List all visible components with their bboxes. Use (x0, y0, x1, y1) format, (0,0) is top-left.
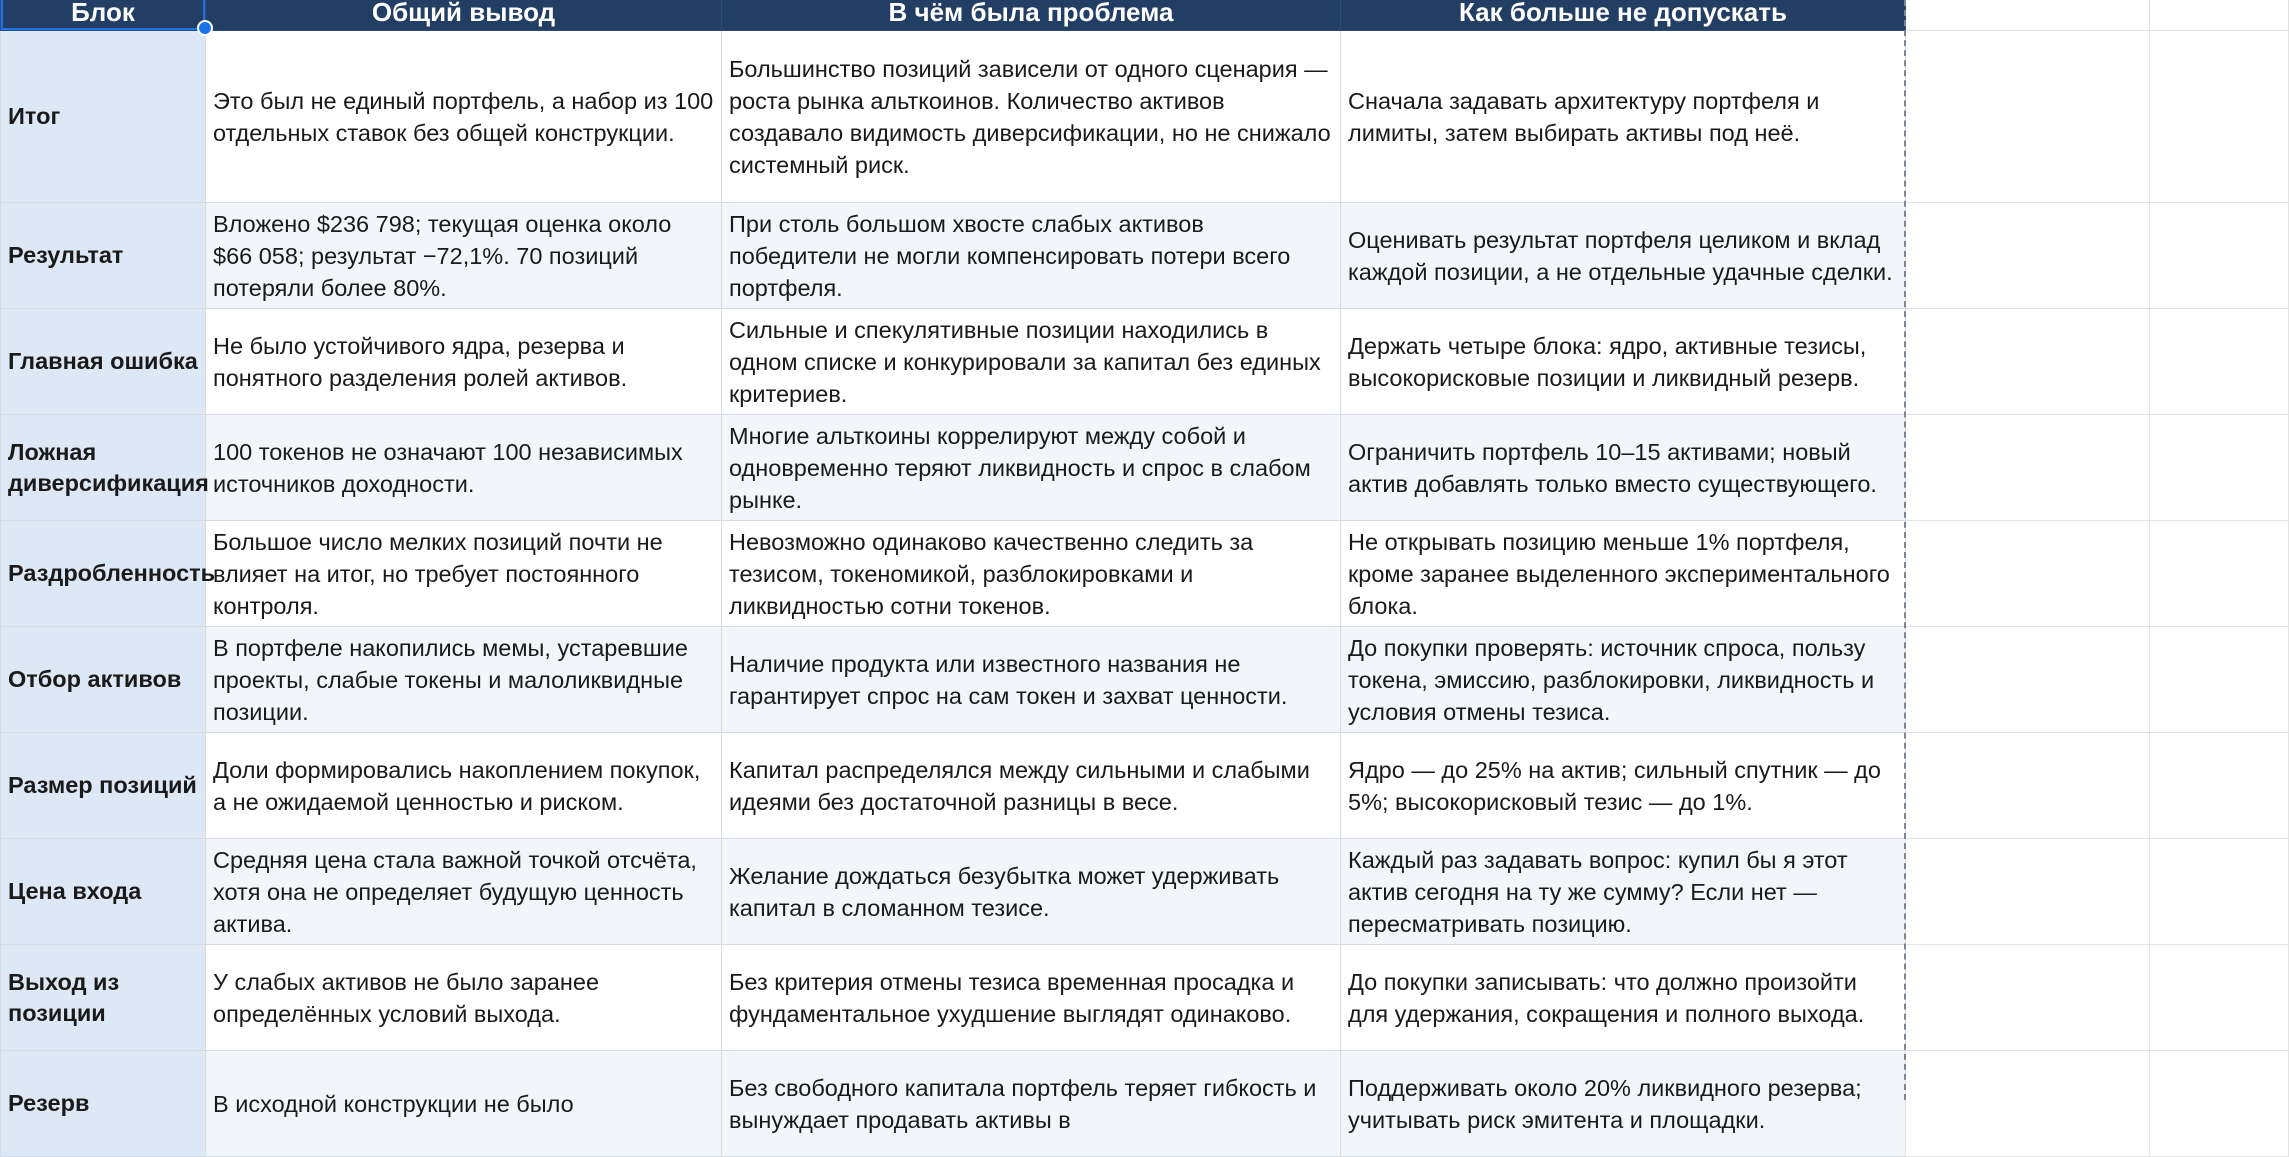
cell-prevent[interactable]: Ограничить портфель 10–15 активами; новый актив добавлять только вместо существующего. (1341, 415, 1906, 521)
empty-cell[interactable] (1906, 733, 2150, 839)
empty-cell[interactable] (2150, 415, 2289, 521)
cell-problem[interactable]: Наличие продукта или известного названия не гарантирует спрос на сам токен и захват ценности. (722, 627, 1341, 733)
cell-prevent[interactable]: До покупки проверять: источник спроса, пользу токена, эмиссию, разблокировки, ликвидность и условия отмены тезиса. (1341, 627, 1906, 733)
table-row (1, 415, 2289, 521)
cell-summary[interactable]: Это был не единый портфель, а набор из 100 отдельных ставок без общей конструкции. (206, 31, 722, 203)
cell-block[interactable]: Отбор активов (1, 627, 206, 733)
cell-prevent[interactable]: Сначала задавать архитектуру портфеля и лимиты, затем выбирать активы под неё. (1341, 31, 1906, 203)
cell-problem[interactable]: При столь большом хвосте слабых активов победители не могли компенсировать потери всего портфеля. (722, 203, 1341, 309)
column-header-prevent[interactable]: Как больше не допускать (1341, 0, 1906, 31)
table-row (1, 521, 2289, 627)
cell-summary[interactable]: У слабых активов не было заранее определённых условий выхода. (206, 945, 722, 1051)
selection-fill-handle[interactable] (197, 20, 213, 36)
cell-summary[interactable]: Доли формировались накоплением покупок, а не ожидаемой ценностью и риском. (206, 733, 722, 839)
cell-prevent[interactable]: Оценивать результат портфеля целиком и вклад каждой позиции, а не отдельные удачные сделки. (1341, 203, 1906, 309)
empty-header-cell[interactable] (2150, 0, 2289, 31)
table-row (1, 1051, 2289, 1157)
header-row (1, 0, 2289, 31)
cell-summary[interactable]: В портфеле накопились мемы, устаревшие проекты, слабые токены и малоликвидные позиции. (206, 627, 722, 733)
cell-prevent[interactable]: Не открывать позицию меньше 1% портфеля, кроме заранее выделенного экспериментального блока. (1341, 521, 1906, 627)
cell-prevent[interactable]: До покупки записывать: что должно произойти для удержания, сокращения и полного выхода. (1341, 945, 1906, 1051)
cell-summary[interactable]: Не было устойчивого ядра, резерва и понятного разделения ролей активов. (206, 309, 722, 415)
table-row (1, 203, 2289, 309)
cell-problem[interactable]: Невозможно одинаково качественно следить за тезисом, токеномикой, разблокировками и ликвидностью сотни токенов. (722, 521, 1341, 627)
empty-cell[interactable] (1906, 203, 2150, 309)
cell-block[interactable]: Размер позиций (1, 733, 206, 839)
cell-prevent[interactable]: Ядро — до 25% на актив; сильный спутник — до 5%; высокорисковый тезис — до 1%. (1341, 733, 1906, 839)
cell-block[interactable]: Выход из позиции (1, 945, 206, 1051)
table-row (1, 945, 2289, 1051)
cell-prevent[interactable]: Поддерживать около 20% ликвидного резерва; учитывать риск эмитента и площадки. (1341, 1051, 1906, 1157)
cell-block[interactable]: Итог (1, 31, 206, 203)
cell-problem[interactable]: Без критерия отмены тезиса временная просадка и фундаментальное ухудшение выглядят одинаково. (722, 945, 1341, 1051)
empty-cell[interactable] (2150, 309, 2289, 415)
empty-cell[interactable] (1906, 839, 2150, 945)
cell-prevent[interactable]: Держать четыре блока: ядро, активные тезисы, высокорисковые позиции и ликвидный резерв. (1341, 309, 1906, 415)
empty-cell[interactable] (2150, 203, 2289, 309)
table-row (1, 31, 2289, 203)
cell-block[interactable]: Результат (1, 203, 206, 309)
cell-block[interactable]: Цена входа (1, 839, 206, 945)
empty-cell[interactable] (1906, 309, 2150, 415)
cell-problem[interactable]: Большинство позиций зависели от одного сценария — роста рынка альткоинов. Количество активов создавало видимость диверсификации, но не снижало системный риск. (722, 31, 1341, 203)
cell-block[interactable]: Главная ошибка (1, 309, 206, 415)
table-row (1, 627, 2289, 733)
cell-problem[interactable]: Многие альткоины коррелируют между собой и одновременно теряют ликвидность и спрос в слабом рынке. (722, 415, 1341, 521)
empty-cell[interactable] (2150, 1051, 2289, 1157)
empty-cell[interactable] (1906, 521, 2150, 627)
empty-cell[interactable] (1906, 627, 2150, 733)
empty-cell[interactable] (2150, 839, 2289, 945)
copy-selection-border (1904, 0, 1906, 1100)
table-body (1, 31, 2289, 1157)
empty-cell[interactable] (1906, 945, 2150, 1051)
column-header-block[interactable]: Блок (1, 0, 206, 31)
cell-summary[interactable]: 100 токенов не означают 100 независимых источников доходности. (206, 415, 722, 521)
empty-cell[interactable] (1906, 415, 2150, 521)
cell-block[interactable]: Резерв (1, 1051, 206, 1157)
empty-cell[interactable] (1906, 31, 2150, 203)
cell-summary[interactable]: В исходной конструкции не было (206, 1051, 722, 1157)
cell-problem[interactable]: Сильные и спекулятивные позиции находились в одном списке и конкурировали за капитал без единых критериев. (722, 309, 1341, 415)
cell-problem[interactable]: Желание дождаться безубытка может удерживать капитал в сломанном тезисе. (722, 839, 1341, 945)
cell-summary[interactable]: Вложено $236 798; текущая оценка около $66 058; результат −72,1%. 70 позиций потеряли более 80%. (206, 203, 722, 309)
column-header-summary[interactable]: Общий вывод (206, 0, 722, 31)
cell-problem[interactable]: Капитал распределялся между сильными и слабыми идеями без достаточной разницы в весе. (722, 733, 1341, 839)
table-row (1, 309, 2289, 415)
empty-cell[interactable] (2150, 627, 2289, 733)
table-row (1, 839, 2289, 945)
cell-summary[interactable]: Средняя цена стала важной точкой отсчёта, хотя она не определяет будущую ценность актива. (206, 839, 722, 945)
empty-cell[interactable] (2150, 31, 2289, 203)
table-row (1, 733, 2289, 839)
empty-cell[interactable] (2150, 521, 2289, 627)
cell-summary[interactable]: Большое число мелких позиций почти не влияет на итог, но требует постоянного контроля. (206, 521, 722, 627)
cell-block[interactable]: Ложная диверсификация (1, 415, 206, 521)
empty-cell[interactable] (2150, 945, 2289, 1051)
empty-cell[interactable] (1906, 1051, 2150, 1157)
column-header-problem[interactable]: В чём была проблема (722, 0, 1341, 31)
cell-prevent[interactable]: Каждый раз задавать вопрос: купил бы я этот актив сегодня на ту же сумму? Если нет — пересматривать позицию. (1341, 839, 1906, 945)
empty-header-cell[interactable] (1906, 0, 2150, 31)
cell-block[interactable]: Раздробленность (1, 521, 206, 627)
empty-cell[interactable] (2150, 733, 2289, 839)
cell-problem[interactable]: Без свободного капитала портфель теряет гибкость и вынуждает продавать активы в (722, 1051, 1341, 1157)
